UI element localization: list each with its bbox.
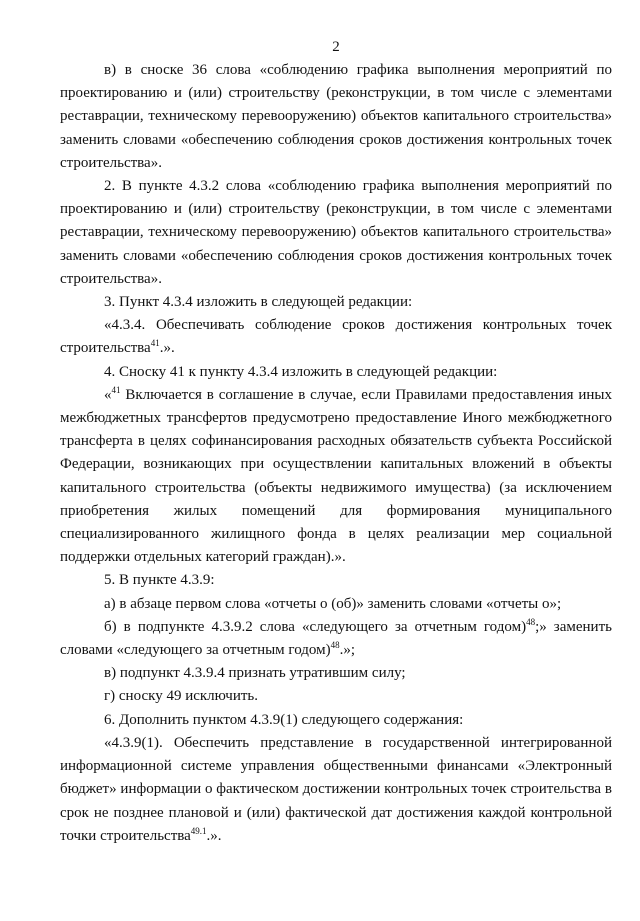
quote-open: « [104, 386, 112, 403]
footnote-text: Включается в соглашение в случае, если Правилами предоставления иных межбюджетных трансфертов предусмотрено предоставление Иного межбюджетного трансферта в целях софинансирования расходных обязательств субъекта Российской Федерации, возникающих при осуществлении капитальных вложений в объекты капитального строительства (объекты недвижимого имущества) (за исключением приобретения жилых помещений для формирования муниципального специализированного жилищного фонда в целях реализации мер социальной поддержки отдельных категорий граждан).». [60, 386, 612, 566]
paragraph-subitem-b [60, 616, 612, 662]
paragraph-item-5: 5. В пункте 4.3.9: [104, 572, 215, 589]
footnote-ref: 41 [150, 338, 160, 349]
paragraph-item-2: 2. В пункте 4.3.2 слова «соблюдению графика выполнения мероприятий по проектированию и (или) строительству (реконструкции, в том числе с элементами реставрации, техническому перевооружению) объектов капитального строительства» заменить словами «обеспечению соблюдения сроков достижения контрольных точек строительства». [60, 178, 612, 287]
paragraph-clause-4-3-4 [60, 314, 612, 360]
footnote-ref: 48 [526, 616, 536, 627]
subitem-text-middle: ;» заменить словами «следующего за отчетным годом) [60, 618, 612, 659]
document-page [60, 36, 612, 848]
paragraph-subitem-v: в) подпункт 4.3.9.4 признать утратившим силу; [104, 665, 406, 682]
paragraph-footnote-41-text [60, 384, 612, 570]
page-number: 2 [332, 39, 340, 55]
paragraph-item-6: 6. Дополнить пунктом 4.3.9(1) следующего содержания: [104, 711, 464, 728]
subitem-text: б) в подпункте 4.3.9.2 слова «следующего за отчетным годом) [104, 618, 527, 635]
paragraph-footnote-36-amendment: в) в сноске 36 слова «соблюдению графика выполнения мероприятий по проектированию и (или) строительству (реконструкции, в том числе с элементами реставрации, техническому перевооружению) объектов капитального строительства» заменить словами «обеспечению соблюдения сроков достижения контрольных точек строительства». [60, 62, 612, 171]
paragraph-clause-4-3-9-1 [60, 732, 612, 848]
paragraph-subitem-a: а) в абзаце первом слова «отчеты о (об)» заменить словами «отчеты о»; [104, 595, 562, 612]
clause-text-end: .». [206, 827, 222, 844]
paragraph-item-3: 3. Пункт 4.3.4 изложить в следующей редакции: [104, 294, 413, 311]
paragraph-subitem-g: г) сноску 49 исключить. [104, 688, 258, 705]
clause-text-end: .». [159, 340, 175, 357]
subitem-text-end: .»; [339, 642, 356, 659]
paragraph-item-4: 4. Сноску 41 к пункту 4.3.4 изложить в следующей редакции: [104, 363, 498, 380]
clause-text: «4.3.9(1). Обеспечить представление в государственной интегрированной информационной системе управления общественными финансами «Электронный бюджет» информации о фактическом достижении контрольных точек строительства в срок не позднее плановой и (или) фактической дат достижения каждой контрольной точки строительства [60, 734, 612, 844]
footnote-ref: 48 [330, 640, 340, 651]
footnote-ref: 49.1 [190, 825, 207, 836]
clause-text: «4.3.4. Обеспечивать соблюдение сроков достижения контрольных точек строительства [60, 317, 612, 357]
footnote-ref: 41 [111, 384, 121, 395]
